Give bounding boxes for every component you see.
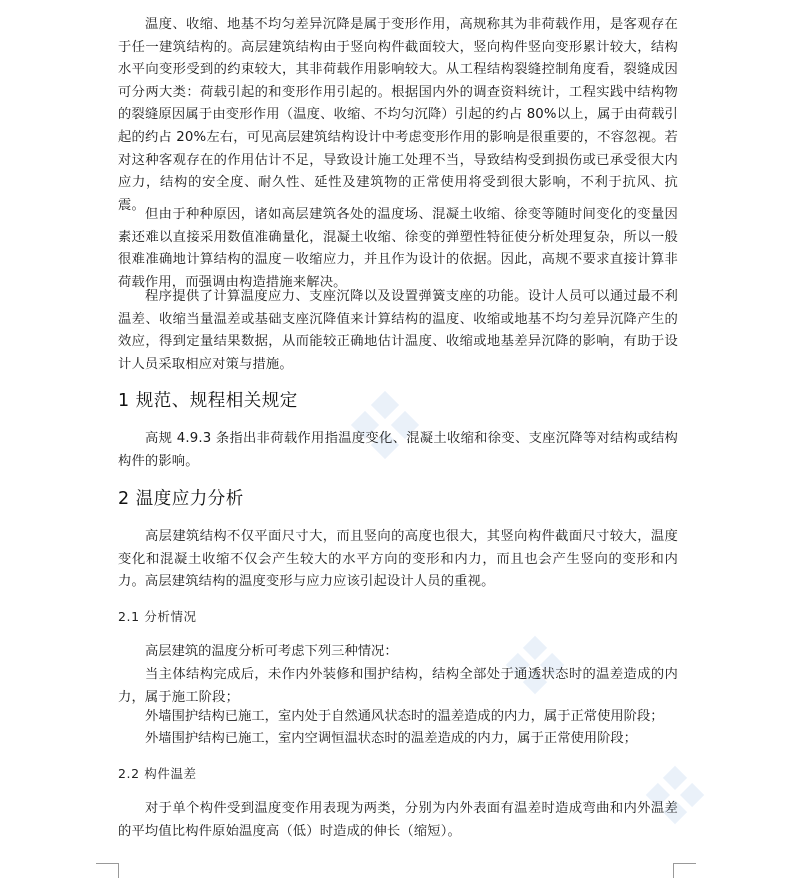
list-item-case-air-conditioned: 外墙围护结构已施工，室内空调恒温状态时的温差造成的内力，属于正常使用阶段；	[145, 731, 637, 746]
paragraph-member-temperature: 对于单个构件受到温度变作用表现为两类，分别为内外表面有温差时造成弯曲和内外温差的平均值比构件原始温度高（低）时造成的伸长（缩短）。	[118, 801, 678, 839]
list-item-case-construction: 当主体结构完成后，未作内外装修和围护结构，结构全部处于通透状态时的温差造成的内力，属于施工阶段；	[118, 667, 678, 705]
paragraph-code-clause: 高规 4.9.3 条指出非荷载作用指温度变化、混凝土收缩和徐变、支座沉降等对结构或结构构件的影响。	[118, 431, 678, 469]
paragraph-temperature-overview: 高层建筑结构不仅平面尺寸大，而且竖向的高度也很大，其竖向构件截面尺寸较大，温度变化和混凝土收缩不仅会产生较大的水平方向的变形和内力，而且也会产生竖向的变形和内力。高层建筑结构的温度变形与应力应该引起设计人员的重视。	[118, 529, 678, 590]
paragraph-quantification-difficulty: 但由于种种原因，诸如高层建筑各处的温度场、混凝土收缩、徐变等随时间变化的变量因素还难以直接采用数值准确量化，混凝土收缩、徐变的弹塑性特征使分析处理复杂，所以一般很难准确地计算结构的温度－收缩应力，并且作为设计的依据。因此，高规不要求直接计算非荷载作用，而强调由构造措施来解决。	[118, 207, 678, 290]
paragraph-three-cases-intro: 高层建筑的温度分析可考虑下列三种情况：	[145, 644, 398, 659]
paragraph-program-features: 程序提供了计算温度应力、支座沉降以及设置弹簧支座的功能。设计人员可以通过最不利温差、收缩当量温差或基础支座沉降值来计算结构的温度、收缩或地基不均匀差异沉降产生的效应，得到定量结果数据，从而能较正确地估计温度、收缩或地基差异沉降的影响，有助于设计人员采取相应对策与措施。	[118, 289, 678, 372]
list-item-case-natural-ventilation: 外墙围护结构已施工，室内处于自然通风状态时的温差造成的内力，属于正常使用阶段；	[145, 709, 664, 724]
paragraph-deformation-intro: 温度、收缩、地基不均匀差异沉降是属于变形作用，高规称其为非荷载作用，是客观存在于任一建筑结构的。高层建筑结构由于竖向构件截面较大，竖向构件竖向变形累计较大，结构水平向变形受到的约束较大，其非荷载作用影响较大。从工程结构裂缝控制角度看，裂缝成因可分两大类：荷载引起的和变形作用引起的。根据国内外的调查资料统计，工程实践中结构物的裂缝原因属于由变形作用（温度、收缩、不均匀沉降）引起的约占 80%以上，属于由荷载引起的约占 20%左右，可见高层建筑结构设计中考虑变形作用的影响是很重要的，不容忽视。若对这种客观存在的作用估计不足，导致设计施工处理不当，导致结构受到损伤或已承受很大内应力，结构的安全度、耐久性、延性及建筑物的正常使用将受到很大影响，不利于抗风、抗震。	[118, 17, 678, 213]
subsection-heading-analysis-cases: 2.1 分析情况	[118, 609, 197, 624]
page-margin-marker	[96, 863, 119, 878]
section-heading-temperature-analysis: 2 温度应力分析	[118, 489, 244, 509]
page-margin-marker	[673, 863, 696, 878]
subsection-heading-member-temperature: 2.2 构件温差	[118, 766, 197, 781]
section-heading-codes: 1 规范、规程相关规定	[118, 391, 298, 411]
